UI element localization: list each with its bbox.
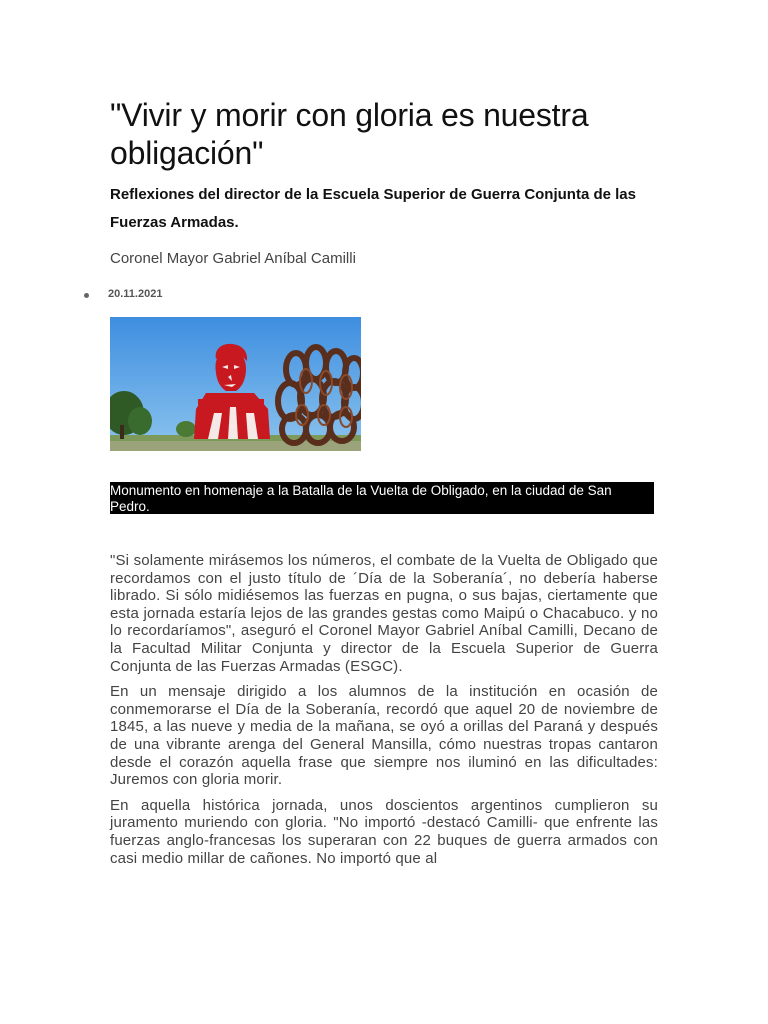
bullet-icon: [84, 293, 89, 298]
article-date: 20.11.2021: [108, 288, 163, 300]
image-caption: Monumento en homenaje a la Batalla de la Vuelta de Obligado, en la ciudad de San Pedro.: [110, 482, 654, 514]
date-list-item: [84, 286, 162, 302]
article-title: "Vivir y morir con gloria es nuestra obligación": [110, 97, 589, 171]
paragraph: En un mensaje dirigido a los alumnos de la institución en ocasión de conmemorarse el Día de la Soberanía, recordó que aquel 20 de noviembre de 1845, a las nueve y media de la mañana, se oyó a orillas del Paraná y después de una vibrante arenga del General Mansilla, cómo nuestras tropas cantaron desde el corazón aquella frase que siempre nos iluminó en las dificultades: Juremos con gloria morir.: [110, 683, 658, 789]
article-author: Coronel Mayor Gabriel Aníbal Camilli: [110, 250, 356, 267]
paragraph: "Si solamente mirásemos los números, el combate de la Vuelta de Obligado que recordamos con el justo título de ´Día de la Soberanía´, no debería haberse librado. Si sólo midiésemos las fuerzas en pugna, o sus bajas, ciertamente que esta jornada estaría lejos de las grandes gestas como Maipú o Chacabuco. y no lo recordaríamos", aseguró el Coronel Mayor Gabriel Aníbal Camilli, Decano de la Facultad Militar Conjunta y director de la Escuela Superior de Guerra Conjunta de las Fuerzas Armadas (ESGC).: [110, 552, 658, 675]
paragraph: En aquella histórica jornada, unos doscientos argentinos cumplieron su juramento muriendo con gloria. "No importó -destacó Camilli- que enfrente las fuerzas anglo-francesas los superaran con 22 buques de guerra armados con casi medio millar de cañones. No importó que al: [110, 796, 658, 867]
article-subtitle: Reflexiones del director de la Escuela Superior de Guerra Conjunta de las Fuerzas Armadas.: [110, 186, 636, 231]
monument-photo: [110, 317, 361, 451]
article-body: [110, 552, 658, 875]
